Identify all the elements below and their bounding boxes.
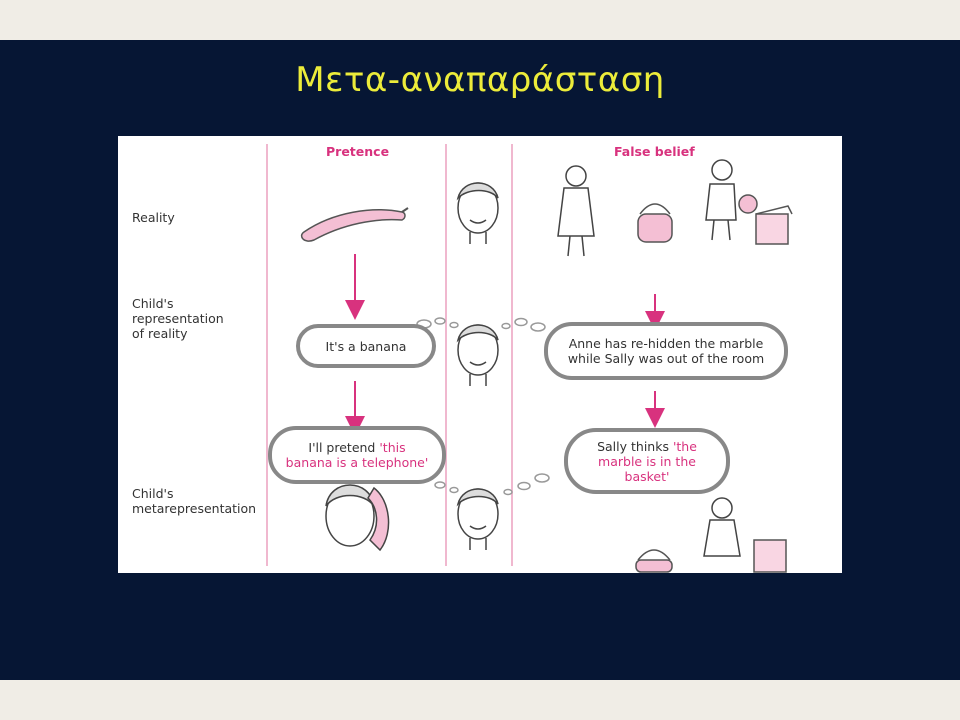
- basket-icon: [638, 204, 672, 242]
- row-label-line: metarepresentation: [132, 501, 257, 516]
- row-label-line: representation: [132, 311, 224, 326]
- child-phone-icon: [326, 485, 389, 550]
- bubble-anne-line: Anne has re-hidden the marble: [568, 336, 764, 351]
- bubble-sally-quote-line: basket': [624, 469, 670, 484]
- row-label-line: Child's: [132, 486, 174, 501]
- diagram-figure: [118, 136, 842, 573]
- banana-icon: [302, 208, 408, 241]
- bubble-pretend: [274, 440, 440, 470]
- bubble-banana: It's a banana: [325, 339, 407, 354]
- basket-icon-bottom: [636, 550, 672, 572]
- bubble-anne-line: while Sally was out of the room: [567, 351, 765, 366]
- row-label-line: of reality: [132, 326, 188, 341]
- bubble-anne: [550, 336, 782, 366]
- bubble-sally-quote-line: marble is in the: [598, 454, 696, 469]
- bubble-pretend-quote-line: banana is a telephone': [285, 455, 429, 470]
- anne-icon: [706, 160, 736, 240]
- column-heading-pretence: Pretence: [326, 144, 390, 159]
- bubble-pretend-prefix: I'll pretend: [308, 440, 376, 455]
- box-icon-bottom: [754, 540, 786, 572]
- bubble-sally-prefix: Sally thinks: [597, 439, 669, 454]
- bubble-sally-quote: 'the: [672, 439, 697, 454]
- sally-icon: [558, 166, 594, 256]
- bubble-pretend-quote: 'this: [379, 440, 406, 455]
- row-label-representation: [132, 296, 224, 341]
- marble-icon: [739, 195, 757, 213]
- box-icon: [756, 206, 792, 244]
- column-heading-false-belief: False belief: [614, 144, 695, 159]
- row-label-reality: Reality: [132, 210, 175, 225]
- child-head-icon: [458, 183, 498, 550]
- bubble-sally: [570, 439, 724, 484]
- sally-icon-bottom: [704, 498, 740, 556]
- slide-title: Μετα-αναπαράσταση: [295, 60, 665, 100]
- row-label-line: Child's: [132, 296, 174, 311]
- row-label-metarepresentation: [132, 486, 256, 516]
